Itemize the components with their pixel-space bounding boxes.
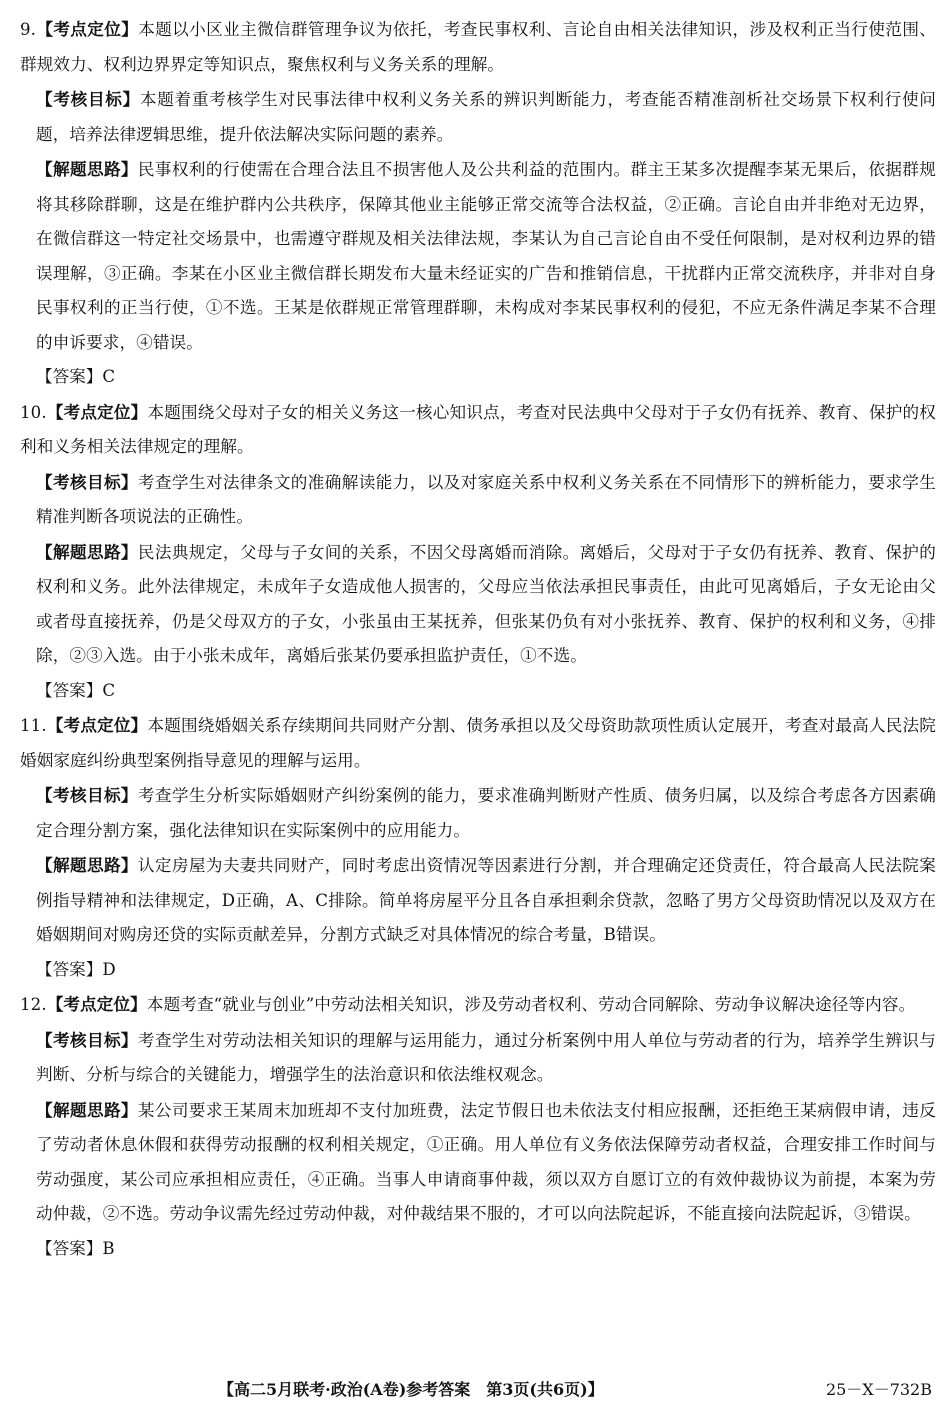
analysis-tag: 【解题思路】: [36, 159, 138, 179]
q9-analysis: [20, 152, 936, 360]
q11-goal: [20, 778, 936, 848]
question-number: 10.: [20, 402, 47, 422]
q12-locate: [20, 987, 936, 1023]
locate-text: 本题考查“就业与创业”中劳动法相关知识，涉及劳动者权利、劳动合同解除、劳动争议解决途径等内容。: [146, 995, 916, 1014]
analysis-text: 民事权利的行使需在合理合法且不损害他人及公共利益的范围内。群主王某多次提醒李某无果后，依据群规将其移除群聊，这是在维护群内公共秩序，保障其他业主能够正常交流等合法权益，②正确。言论自由并非绝对无边界，在微信群这一特定社交场景中，也需遵守群规及相关法律法规，李某认为自己言论自由不受任何限制，是对权利边界的错误理解，③正确。李某在小区业主微信群长期发布大量未经证实的广告和推销信息，干扰群内正常交流秩序，并非对自身民事权利的正当行使，①不选。王某是依群规正常管理群聊，未构成对李某民事权利的侵犯，不应无条件满足李某不合理的申诉要求，④错误。: [36, 160, 936, 352]
question-number: 12.: [20, 995, 47, 1014]
q9-goal: [20, 82, 936, 152]
q12-answer: 【答案】B: [36, 1238, 115, 1258]
analysis-tag: 【解题思路】: [36, 855, 138, 875]
q9-locate: [20, 12, 936, 82]
question-11: [20, 708, 936, 987]
locate-text: 本题以小区业主微信群管理争议为依托，考查民事权利、言论自由相关法律知识，涉及权利正当行使范围、群规效力、权利边界界定等知识点，聚焦权利与义务关系的理解。: [20, 20, 936, 74]
q9-answer: 【答案】C: [36, 367, 116, 386]
goal-text: 考查学生分析实际婚姻财产纠纷案例的能力，要求准确判断财产性质、债务归属，以及综合考虑各方因素确定合理分割方案，强化法律知识在实际案例中的应用能力。: [36, 786, 936, 840]
question-9: [20, 12, 936, 395]
q10-locate: [20, 395, 936, 465]
question-10: [20, 395, 936, 709]
locate-tag: 【考点定位】: [36, 19, 139, 39]
answer-key-page: [20, 12, 936, 1266]
q12-analysis: [20, 1093, 936, 1232]
goal-text: 考查学生对劳动法相关知识的理解与运用能力，通过分析案例中用人单位与劳动者的行为，培养学生辨识与判断、分析与综合的关键能力，增强学生的法治意识和依法维权观念。: [36, 1030, 936, 1084]
goal-tag: 【考核目标】: [36, 89, 140, 109]
footer-title: 【高二5月联考·政治(A卷)参考答案 第3页(共6页)】: [218, 1380, 604, 1399]
analysis-text: 民法典规定，父母与子女间的关系，不因父母离婚而消除。离婚后，父母对于子女仍有抚养、教育、保护的权利和义务。此外法律规定，未成年子女造成他人损害的，父母应当依法承担民事责任，由此可见离婚后，子女无论由父或者母直接抚养，仍是父母双方的子女，小张虽由王某抚养，但张某仍负有对小张抚养、教育、保护的权利和义务，④排除，②③入选。由于小张未成年，离婚后张某仍要承担监护责任，①不选。: [36, 542, 936, 665]
locate-tag: 【考点定位】: [46, 994, 147, 1014]
locate-tag: 【考点定位】: [46, 715, 148, 735]
goal-tag: 【考核目标】: [36, 785, 138, 805]
analysis-text: 某公司要求王某周末加班却不支付加班费，法定节假日也未依法支付相应报酬，还拒绝王某病假申请，违反了劳动者休息休假和获得劳动报酬的权利相关规定，①正确。用人单位有义务依法保障劳动者权益，合理安排工作时间与劳动强度，某公司应承担相应责任，④正确。当事人申请商事仲裁，须以双方自愿订立的有效仲裁协议为前提，本案为劳动仲裁，②不选。劳动争议需先经过劳动仲裁，对仲裁结果不服的，才可以向法院起诉，不能直接向法院起诉，③错误。: [36, 1100, 936, 1223]
locate-text: 本题围绕父母对子女的相关义务这一核心知识点，考查对民法典中父母对于子女仍有抚养、教育、保护的权利和义务相关法律规定的理解。: [20, 402, 936, 456]
q11-analysis: [20, 848, 936, 953]
goal-text: 本题着重考核学生对民事法律中权利义务关系的辨识判断能力，考查能否精准剖析社交场景下权利行使问题，培养法律逻辑思维，提升依法解决实际问题的素养。: [36, 90, 936, 144]
question-number: 11.: [20, 716, 47, 735]
analysis-tag: 【解题思路】: [36, 1099, 138, 1120]
question-12: [20, 987, 936, 1266]
analysis-tag: 【解题思路】: [36, 541, 138, 562]
q10-analysis: [20, 535, 936, 674]
goal-text: 考查学生对法律条文的准确解读能力，以及对家庭关系中权利义务关系在不同情形下的辨析能力，要求学生精准判断各项说法的正确性。: [36, 472, 936, 526]
goal-tag: 【考核目标】: [36, 471, 138, 492]
q11-locate: [20, 708, 936, 778]
locate-tag: 【考点定位】: [46, 401, 148, 422]
locate-text: 本题围绕婚姻关系存续期间共同财产分割、债务承担以及父母资助款项性质认定展开，考查对最高人民法院婚姻家庭纠纷典型案例指导意见的理解与运用。: [20, 716, 936, 770]
q10-goal: [20, 465, 936, 535]
q11-answer: 【答案】D: [36, 959, 116, 979]
q12-goal: [20, 1023, 936, 1093]
goal-tag: 【考核目标】: [36, 1029, 138, 1050]
question-number: 9.: [20, 20, 37, 39]
analysis-text: 认定房屋为夫妻共同财产，同时考虑出资情况等因素进行分割，并合理确定还贷责任，符合最高人民法院案例指导精神和法律规定，D正确，A、C排除。简单将房屋平分且各自承担剩余贷款，忽略了男方父母资助情况以及双方在婚姻期间对购房还贷的实际贡献差异，分割方式缺乏对具体情况的综合考量，B错误。: [36, 856, 936, 944]
footer-code: 25－X－732B: [825, 1380, 932, 1399]
q10-answer: 【答案】C: [36, 680, 116, 700]
